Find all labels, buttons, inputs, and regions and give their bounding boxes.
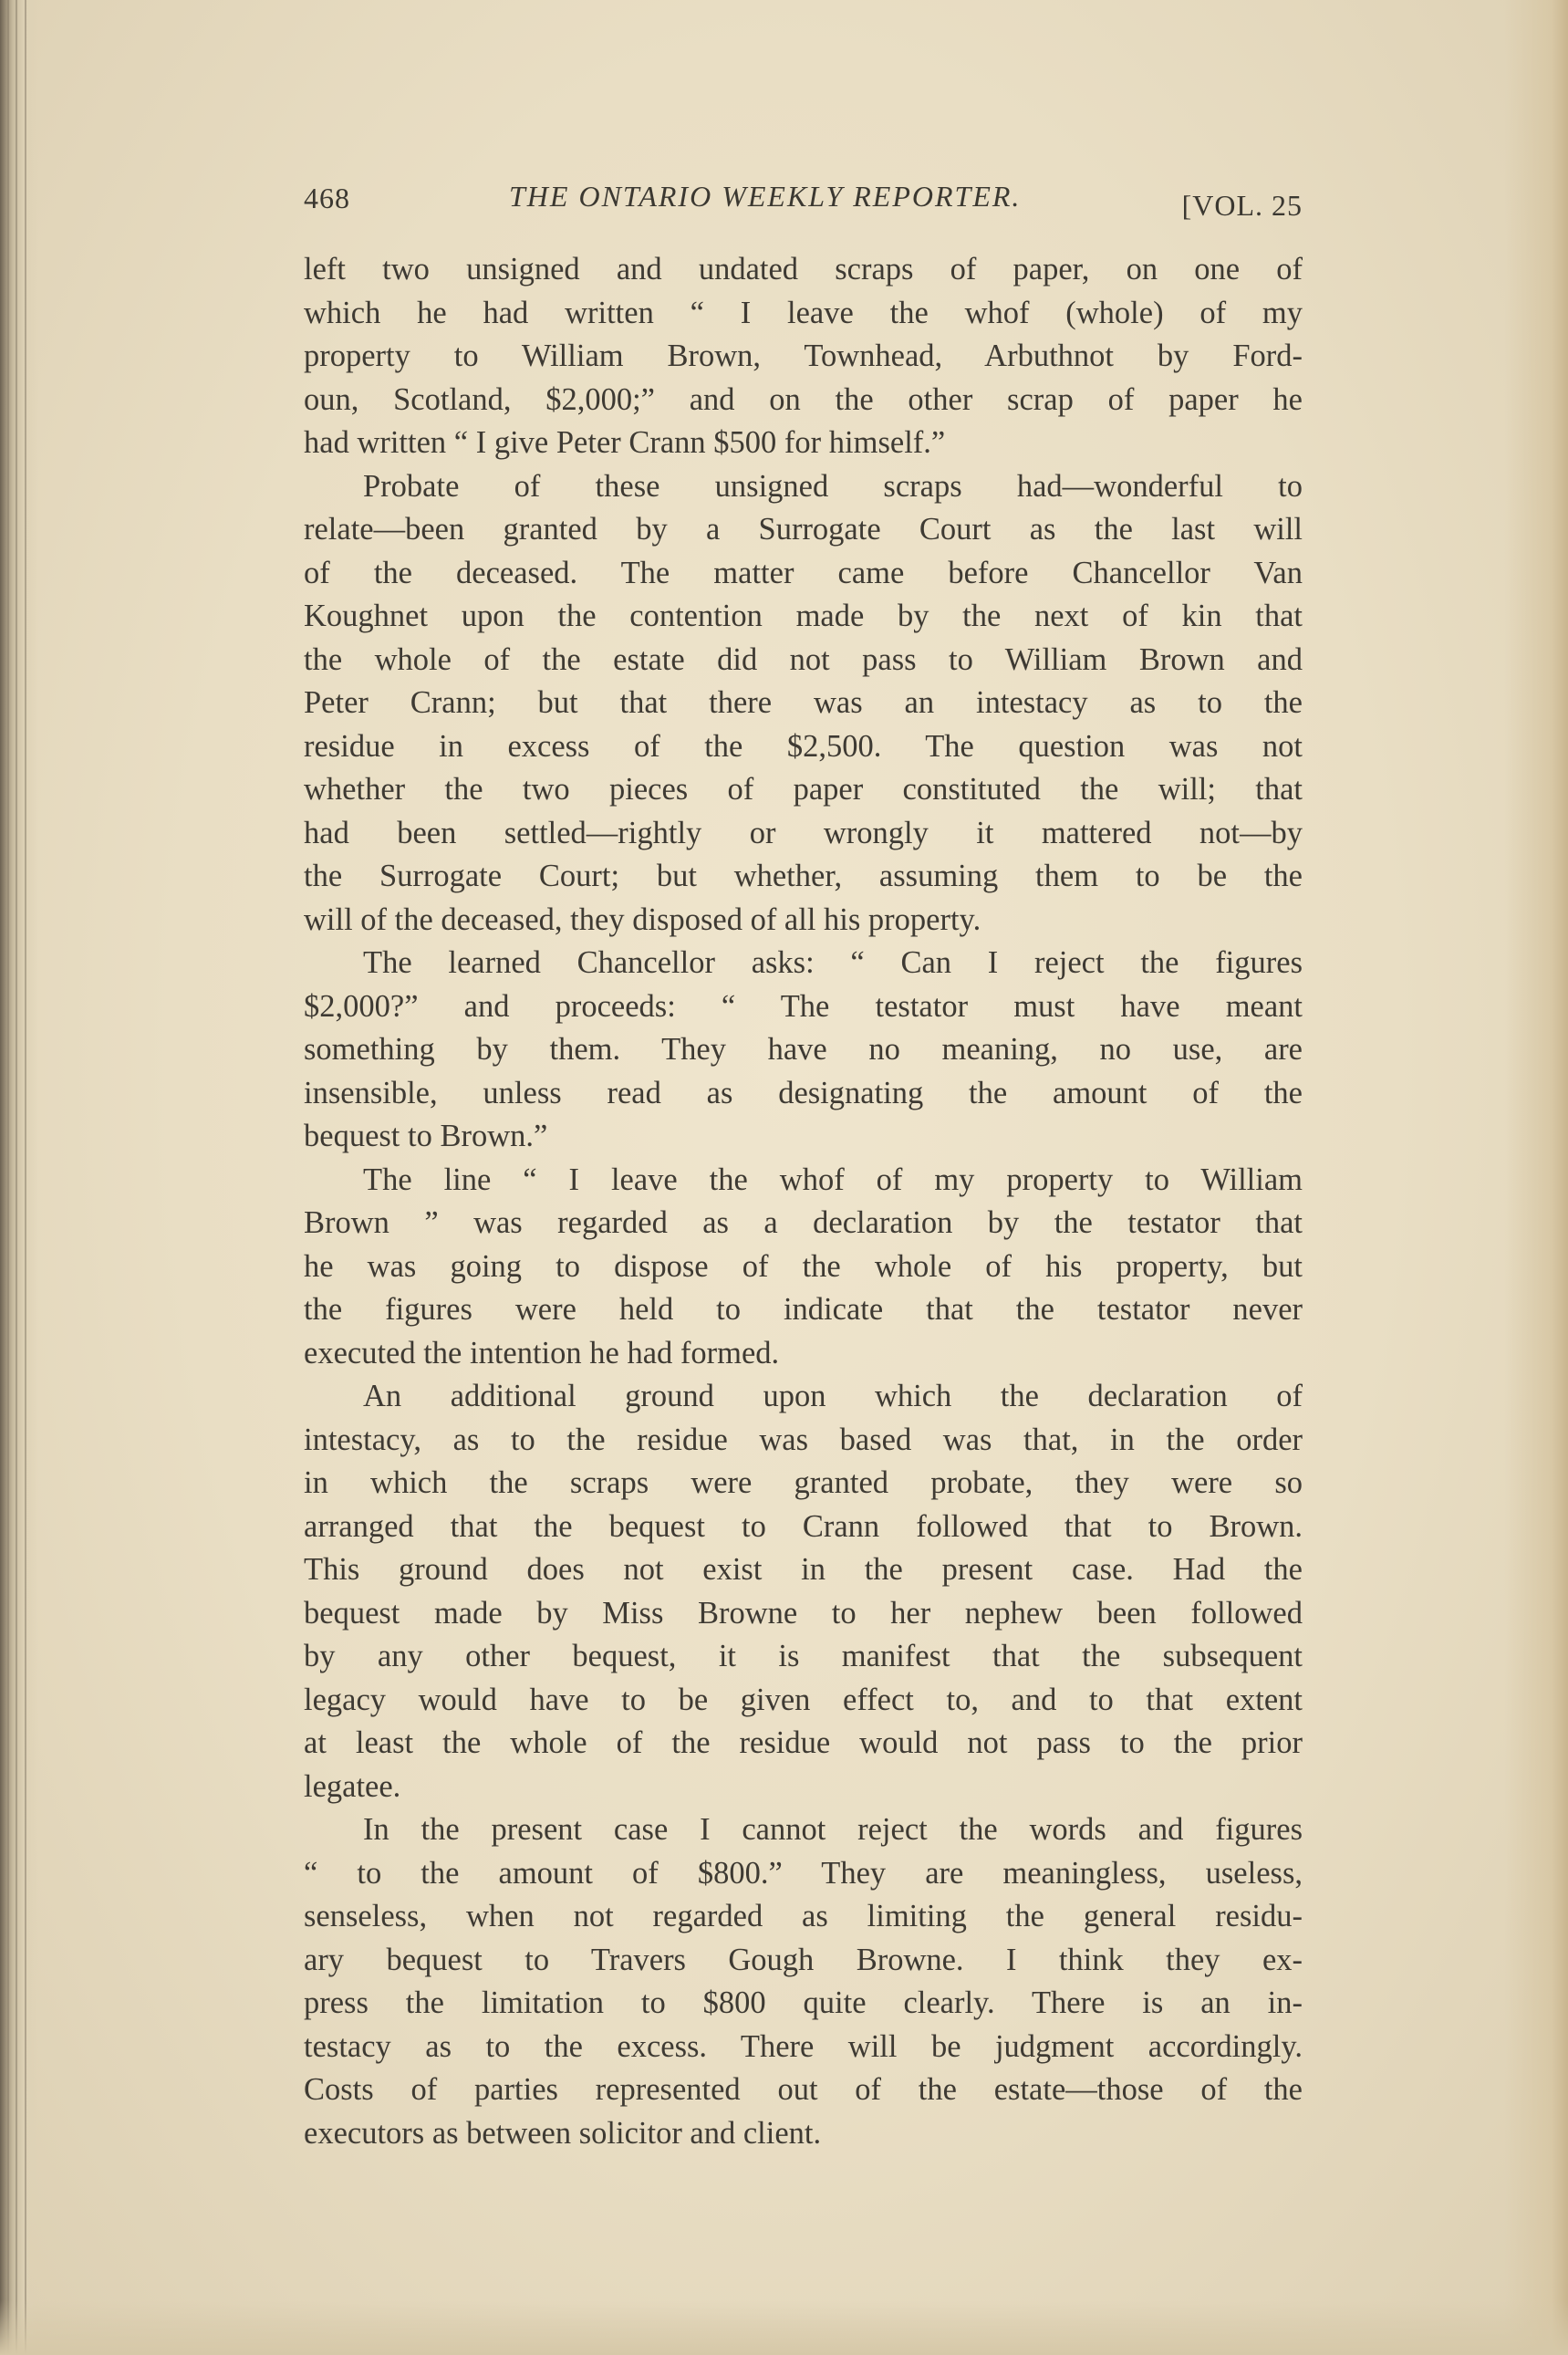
text-line: insensible, unless read as designating the amount of the — [304, 1075, 1303, 1110]
text-line: Peter Crann; but that there was an intestacy as to the — [304, 685, 1303, 720]
text-line: Koughnet upon the contention made by the next of kin that — [304, 599, 1303, 633]
text-line: press the limitation to $800 quite clearly. There is an in- — [304, 1985, 1303, 2020]
text-line: Probate of these unsigned scraps had—wonderful to — [363, 468, 1303, 504]
text-line: oun, Scotland, $2,000;” and on the other scrap of paper he — [304, 381, 1303, 417]
text-line: senseless, when not regarded as limiting the general residu- — [304, 1899, 1303, 1933]
body-text — [304, 248, 1303, 2155]
text-line: arranged that the bequest to Crann followed that to Brown. — [304, 1508, 1303, 1544]
text-line: An additional ground upon which the declaration of — [363, 1379, 1303, 1413]
text-line: had written “ I give Peter Crann $500 for himself.” — [304, 425, 946, 460]
text-line: residue in excess of the $2,500. The question was not — [304, 728, 1303, 764]
page-edge-bottom — [0, 2300, 1568, 2355]
text-line: in which the scraps were granted probate, they were so — [304, 1465, 1303, 1500]
text-line: the whole of the estate did not pass to William Brown and — [304, 641, 1303, 677]
text-line: legatee. — [304, 1768, 401, 1804]
text-line: will of the deceased, they disposed of all his property. — [304, 901, 981, 937]
page-number: 468 — [304, 182, 350, 214]
text-line: of the deceased. The matter came before Chancellor Van — [304, 555, 1303, 590]
text-line: In the present case I cannot reject the words and figures — [363, 1812, 1303, 1847]
text-line: whether the two pieces of paper constituted the will; that — [304, 772, 1303, 807]
text-line: The learned Chancellor asks: “ Can I reject the figures — [363, 945, 1303, 980]
text-line: relate—been granted by a Surrogate Court as the last will — [304, 512, 1303, 547]
paragraph — [304, 248, 1303, 465]
page-edge-right — [1504, 0, 1568, 2355]
text-line: left two unsigned and undated scraps of paper, on one of — [304, 252, 1303, 287]
text-line: intestacy, as to the residue was based was that, in the order — [304, 1422, 1303, 1457]
text-line: testacy as to the excess. There will be judgment accordingly. — [304, 2028, 1303, 2064]
text-line: “ to the amount of $800.” They are meaningless, useless, — [304, 1855, 1303, 1891]
text-line: property to William Brown, Townhead, Arbuthnot by Ford- — [304, 339, 1303, 373]
text-line: bequest made by Miss Browne to her nephew been followed — [304, 1595, 1303, 1631]
text-line: executed the intention he had formed. — [304, 1335, 780, 1370]
text-line: he was going to dispose of the whole of his property, but — [304, 1248, 1303, 1284]
text-line: something by them. They have no meaning, no use, are — [304, 1032, 1303, 1067]
paragraph — [304, 942, 1303, 1159]
paragraph — [304, 465, 1303, 943]
text-line: Costs of parties represented out of the estate—those of the — [304, 2072, 1303, 2107]
text-line: Brown ” was regarded as a declaration by the testator that — [304, 1205, 1303, 1240]
text-line: This ground does not exist in the present case. Had the — [304, 1552, 1303, 1587]
text-line: The line “ I leave the whof of my property to William — [363, 1162, 1303, 1197]
text-line: executors as between solicitor and client. — [304, 2115, 822, 2151]
text-line: at least the whole of the residue would not pass to the prior — [304, 1725, 1303, 1760]
paragraph — [304, 1159, 1303, 1376]
paragraph — [304, 1808, 1303, 2155]
binding-line — [25, 0, 26, 2355]
binding-gutter — [0, 0, 38, 2355]
text-line: legacy would have to be given effect to, and to that extent — [304, 1682, 1303, 1717]
text-line: the Surrogate Court; but whether, assuming them to be the — [304, 859, 1303, 893]
text-line: by any other bequest, it is manifest that the subsequent — [304, 1639, 1303, 1673]
volume-label: [VOL. 25 — [1181, 189, 1303, 222]
paragraph — [304, 1375, 1303, 1808]
text-line: $2,000?” and proceeds: “ The testator must have meant — [304, 988, 1303, 1024]
running-title: THE ONTARIO WEEKLY REPORTER. — [509, 180, 1022, 213]
text-line: had been settled—rightly or wrongly it mattered not—by — [304, 815, 1303, 850]
running-header — [304, 176, 1303, 231]
text-line: which he had written “ I leave the whof (whole) of my — [304, 295, 1303, 330]
binding-line — [7, 0, 9, 2355]
text-line: ary bequest to Travers Gough Browne. I think they ex- — [304, 1942, 1303, 1977]
binding-line — [16, 0, 17, 2355]
text-line: the figures were held to indicate that the testator never — [304, 1292, 1303, 1327]
text-line: bequest to Brown.” — [304, 1119, 548, 1153]
